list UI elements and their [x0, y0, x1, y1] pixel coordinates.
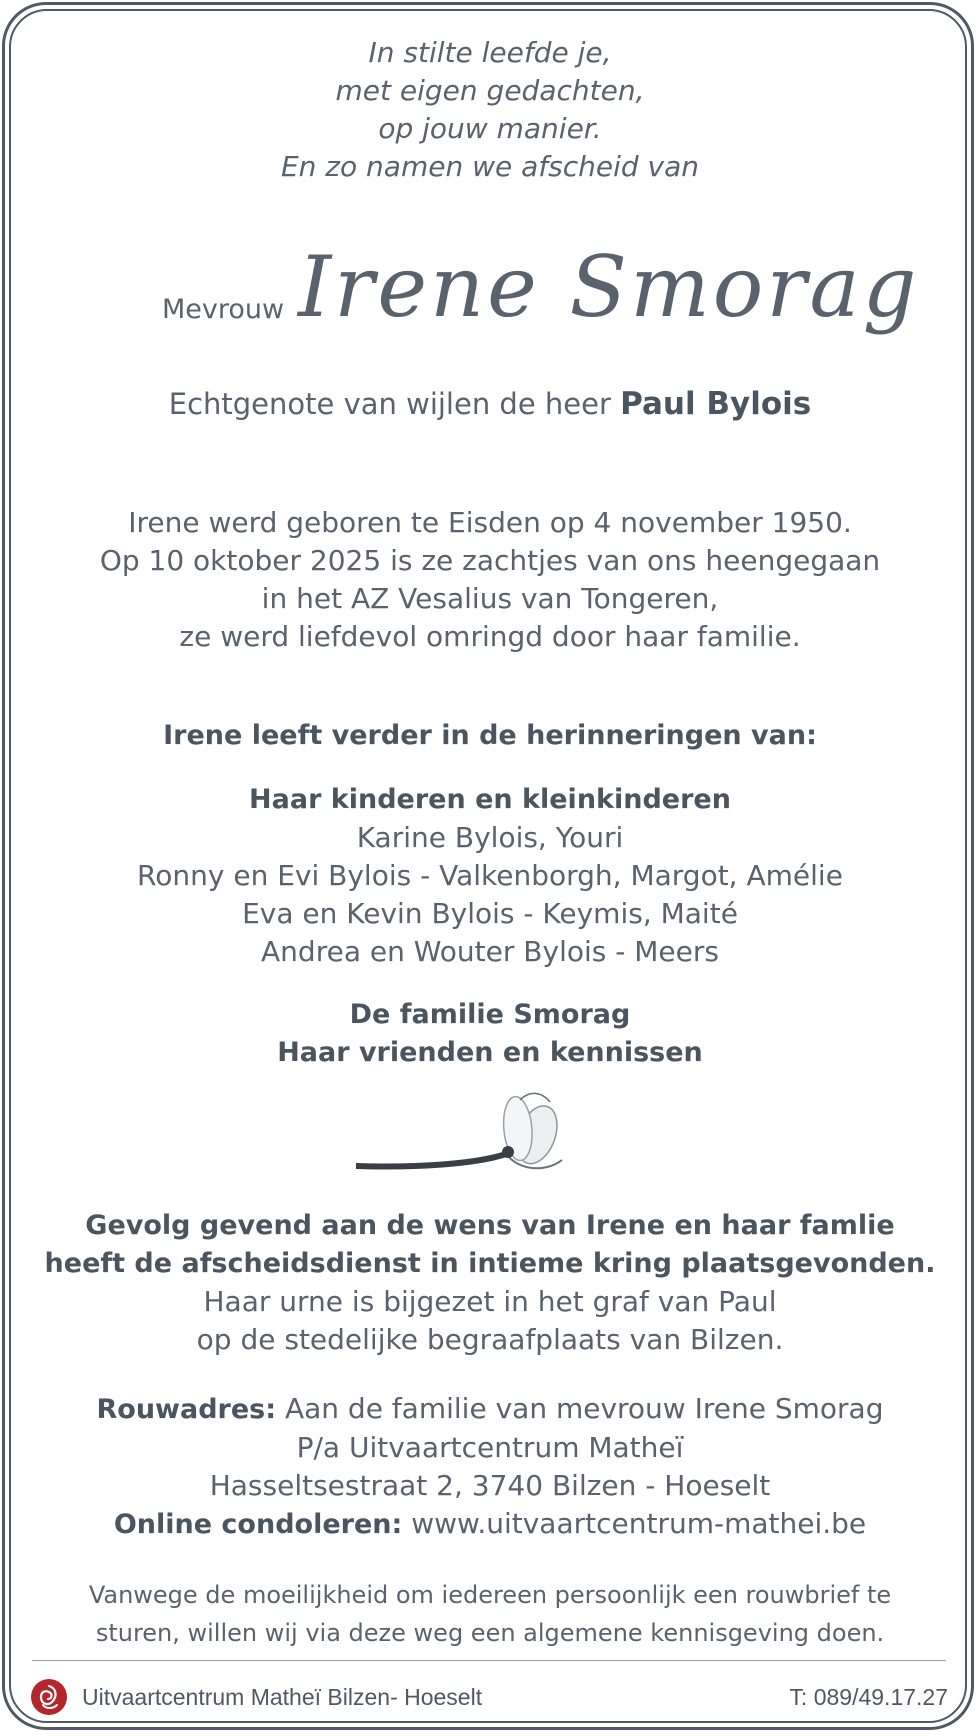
children-heading: Haar kinderen en kleinkinderen — [249, 784, 731, 815]
children-line: Eva en Kevin Bylois - Keymis, Maité — [242, 897, 738, 930]
online-condolence-line — [30, 1505, 950, 1544]
family-line: Haar vrienden en kennissen — [277, 1037, 703, 1068]
online-url-link[interactable]: www.uitvaartcentrum-mathei.be — [411, 1507, 867, 1540]
ceremony-line: op de stedelijke begraafplaats van Bilzen. — [196, 1323, 784, 1356]
address-recipient: Aan de familie van mevrouw Irene Smorag — [284, 1392, 884, 1425]
biography — [30, 504, 950, 656]
remembered-by-heading: Irene leeft verder in de herinneringen van: — [163, 720, 817, 751]
footer — [30, 1676, 948, 1720]
children-section — [30, 781, 950, 971]
address-label: Rouwadres: — [96, 1394, 277, 1425]
spouse-name: Paul Bylois — [620, 386, 812, 422]
ceremony-line: Haar urne is bijgezet in het graf van Paul — [203, 1285, 777, 1318]
bio-line: Op 10 oktober 2025 is ze zachtjes van ons heengegaan — [99, 544, 881, 577]
notice-line: Vanwege de moeilijkheid om iedereen persoonlijk een rouwbrief te — [88, 1581, 892, 1609]
company-name: Uitvaartcentrum Matheï Bilzen- Hoeselt — [82, 1684, 483, 1710]
poem-line: op jouw manier. — [378, 112, 602, 145]
children-line: Andrea en Wouter Bylois - Meers — [261, 935, 719, 968]
address-line-3: Hasseltsestraat 2, 3740 Bilzen - Hoeselt — [209, 1469, 771, 1502]
bio-line: Irene werd geboren te Eisden op 4 november 1950. — [128, 506, 852, 539]
general-notice — [30, 1576, 950, 1652]
children-line: Ronny en Evi Bylois - Valkenborgh, Margot, Amélie — [137, 859, 843, 892]
family-section — [30, 996, 950, 1072]
tulip-flower-icon — [356, 1082, 616, 1182]
poem-line: En zo namen we afscheid van — [280, 150, 700, 183]
online-label: Online condoleren: — [113, 1509, 403, 1540]
ceremony-section — [30, 1207, 950, 1359]
notice-line: sturen, willen wij via deze weg een algemene kennisgeving doen. — [95, 1619, 885, 1647]
address-line-1 — [30, 1390, 950, 1429]
address-section — [30, 1390, 950, 1544]
deceased-title: Mevrouw — [162, 294, 285, 325]
poem — [30, 34, 950, 186]
ceremony-bold-line: Gevolg gevend aan de wens van Irene en haar famlie — [85, 1210, 895, 1241]
poem-line: met eigen gedachten, — [335, 74, 645, 107]
children-line: Karine Bylois, Youri — [356, 821, 624, 854]
spouse-prefix: Echtgenote van wijlen de heer — [168, 387, 611, 421]
spouse-line — [30, 386, 950, 422]
family-line: De familie Smorag — [349, 999, 631, 1030]
deceased-name-row — [30, 238, 950, 378]
ceremony-bold-line: heeft de afscheidsdienst in intieme kring plaatsgevonden. — [44, 1248, 936, 1279]
bio-line: in het AZ Vesalius van Tongeren, — [261, 582, 719, 615]
address-line-2: P/a Uitvaartcentrum Matheï — [296, 1431, 684, 1464]
bio-line: ze werd liefdevol omringd door haar familie. — [179, 620, 801, 653]
phone-number: T: 089/49.17.27 — [789, 1684, 948, 1710]
deceased-name: Irene Smorag — [298, 238, 920, 336]
rose-logo-icon — [30, 1678, 68, 1716]
footer-divider — [32, 1660, 946, 1661]
poem-line: In stilte leefde je, — [368, 36, 612, 69]
